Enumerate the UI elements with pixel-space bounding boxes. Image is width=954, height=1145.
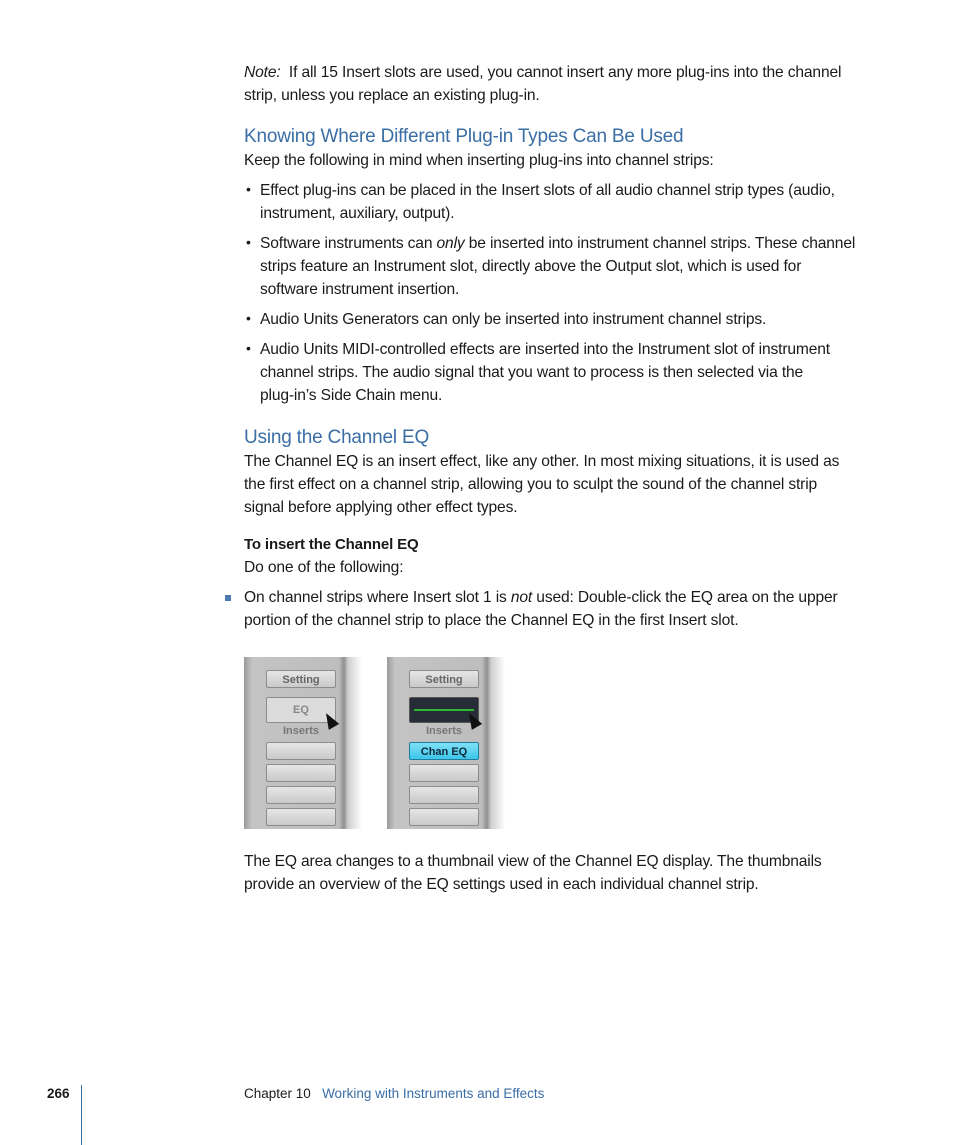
bullet-icon: • — [246, 340, 251, 356]
channel-strip-after — [387, 657, 505, 829]
bullet-line: plug-in’s Side Chain menu. — [260, 387, 443, 404]
eq-area[interactable]: EQ — [266, 697, 336, 723]
insert-slot[interactable] — [266, 786, 336, 804]
paragraph-line: provide an overview of the EQ settings used in each individual channel strip. — [244, 876, 759, 893]
step-line — [244, 588, 838, 608]
paragraph-line: the first effect on a channel strip, allowing you to sculpt the sound of the channel strip — [244, 476, 818, 493]
note-label: Note: — [244, 64, 281, 81]
section-heading: Knowing Where Different Plug-in Types Can Be Used — [244, 126, 684, 147]
task-intro: Do one of the following: — [244, 559, 404, 576]
bullet-line: Effect plug-ins can be placed in the Insert slots of all audio channel strip types (audio, — [260, 182, 835, 199]
step-line: portion of the channel strip to place the Channel EQ in the first Insert slot. — [244, 612, 739, 629]
eq-curve — [414, 709, 474, 711]
channel-strip-before — [244, 657, 362, 829]
task-title: To insert the Channel EQ — [244, 536, 419, 553]
bullet-line: instrument, auxiliary, output). — [260, 205, 455, 222]
chapter-title: Working with Instruments and Effects — [322, 1086, 545, 1101]
paragraph-line: The Channel EQ is an insert effect, like any other. In most mixing situations, it is used as — [244, 453, 840, 470]
emphasis: only — [436, 235, 465, 252]
setting-button[interactable]: Setting — [266, 670, 336, 688]
insert-slot[interactable] — [266, 742, 336, 760]
footer-chapter — [244, 1086, 544, 1101]
note-line-1 — [244, 63, 841, 83]
note-line-2: strip, unless you replace an existing plug-in. — [244, 87, 540, 104]
insert-slot[interactable] — [409, 808, 479, 826]
section-heading: Using the Channel EQ — [244, 427, 430, 448]
bullet-line: channel strips. The audio signal that you want to process is then selected via the — [260, 364, 804, 381]
insert-slot[interactable] — [266, 808, 336, 826]
bullet-line: Audio Units Generators can only be inserted into instrument channel strips. — [260, 311, 767, 328]
text: used: Double-click the EQ area on the upper — [532, 589, 838, 606]
bullet-line: software instrument insertion. — [260, 281, 460, 298]
insert-slot[interactable] — [409, 764, 479, 782]
text: be inserted into instrument channel strips. These channel — [464, 235, 856, 252]
bullet-line — [260, 234, 855, 254]
paragraph: Keep the following in mind when inserting plug-ins into channel strips: — [244, 152, 714, 169]
emphasis: not — [510, 589, 533, 606]
page-number: 266 — [47, 1086, 70, 1101]
setting-button[interactable]: Setting — [409, 670, 479, 688]
bullet-icon: • — [246, 181, 251, 197]
paragraph-line: signal before applying other effect types. — [244, 499, 518, 516]
note-text: If all 15 Insert slots are used, you cannot insert any more plug-ins into the channel — [288, 64, 842, 81]
inserts-label: Inserts — [282, 725, 320, 737]
text: On channel strips where Insert slot 1 is — [244, 589, 511, 606]
chapter-number: Chapter 10 — [244, 1086, 311, 1101]
square-bullet-icon — [225, 595, 231, 601]
insert-slot[interactable] — [266, 764, 336, 782]
bullet-icon: • — [246, 310, 251, 326]
paragraph-line: The EQ area changes to a thumbnail view of the Channel EQ display. The thumbnails — [244, 853, 822, 870]
insert-slot-chan-eq[interactable]: Chan EQ — [409, 742, 479, 760]
bullet-line: strips feature an Instrument slot, directly above the Output slot, which is used for — [260, 258, 802, 275]
text: Software instruments can — [260, 235, 437, 252]
insert-slot[interactable] — [409, 786, 479, 804]
footer-divider — [81, 1085, 82, 1145]
bullet-line: Audio Units MIDI-controlled effects are inserted into the Instrument slot of instrument — [260, 341, 830, 358]
inserts-label: Inserts — [425, 725, 463, 737]
bullet-icon: • — [246, 234, 251, 250]
